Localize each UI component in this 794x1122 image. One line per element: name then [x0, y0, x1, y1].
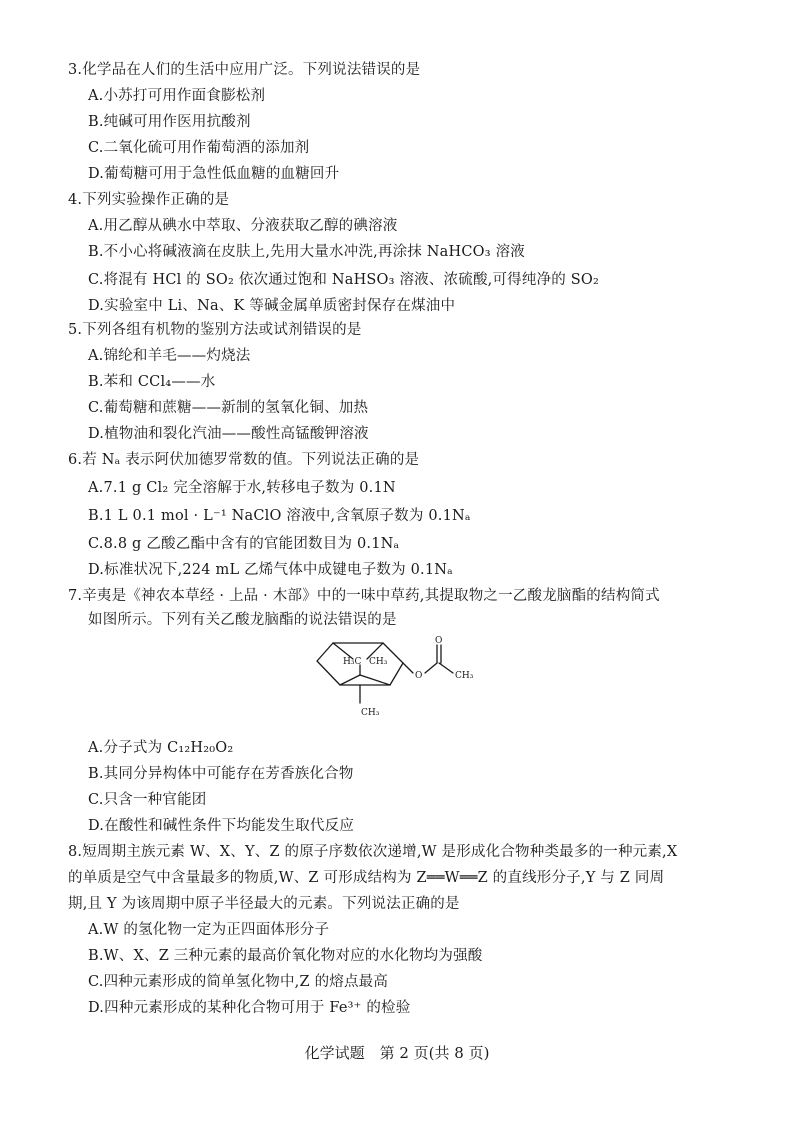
question-8-option-d: D.四种元素形成的某种化合物可用于 Fe³⁺ 的检验	[88, 1000, 411, 1016]
bond-c1-right	[360, 675, 390, 685]
bornyl-acetate-structure	[305, 633, 495, 728]
question-5-option-b: B.苯和 CCl₄——水	[88, 374, 216, 390]
question-3-option-a: A.小苏打可用作面食膨松剂	[88, 88, 266, 104]
bond-to-oxygen	[403, 663, 413, 673]
question-5-option-d: D.植物油和裂化汽油——酸性高锰酸钾溶液	[88, 426, 369, 442]
question-6-option-c: C.8.8 g 乙酸乙酯中含有的官能团数目为 0.1Nₐ	[88, 536, 400, 552]
label-o: O	[415, 671, 423, 681]
question-6-stem: 6.若 Nₐ 表示阿伏加德罗常数的值。下列说法正确的是	[68, 452, 420, 468]
question-7-option-a: A.分子式为 C₁₂H₂₀O₂	[88, 740, 234, 756]
bond-c1-left	[340, 675, 360, 685]
label-ch3-right: CH₃	[455, 671, 474, 681]
page-footer: 化学试题 第 2 页(共 8 页)	[304, 1044, 490, 1062]
question-8-stem-line-2: 的单质是空气中含量最多的物质,W、Z 可形成结构为 Z══W══Z 的直线形分子,Y 与 Z 同周	[68, 870, 665, 886]
label-ch3-top: CH₃	[369, 657, 388, 667]
question-5-option-a: A.锦纶和羊毛——灼烧法	[88, 348, 251, 364]
question-3-option-d: D.葡萄糖可用于急性低血糖的血糖回升	[88, 166, 340, 182]
question-3-stem: 3.化学品在人们的生活中应用广泛。下列说法错误的是	[68, 62, 421, 78]
question-3-option-b: B.纯碱可用作医用抗酸剂	[88, 114, 251, 130]
label-h3c: H₃C	[343, 657, 362, 667]
question-3-option-c: C.二氧化硫可用作葡萄酒的添加剂	[88, 140, 310, 156]
bond-to-methyl	[439, 663, 453, 673]
question-6-option-b: B.1 L 0.1 mol · L⁻¹ NaClO 溶液中,含氧原子数为 0.1Nₐ	[88, 508, 471, 524]
question-8-option-c: C.四种元素形成的简单氢化物中,Z 的熔点最高	[88, 974, 389, 990]
question-7-option-d: D.在酸性和碱性条件下均能发生取代反应	[88, 818, 355, 834]
question-4-option-a: A.用乙醇从碘水中萃取、分液获取乙醇的碘溶液	[88, 218, 398, 234]
label-ch3-bottom: CH₃	[361, 708, 380, 718]
question-7-option-b: B.其同分异构体中可能存在芳香族化合物	[88, 766, 354, 782]
question-4-option-b: B.不小心将碱液滴在皮肤上,先用大量水冲洗,再涂抹 NaHCO₃ 溶液	[88, 244, 525, 260]
question-5-stem: 5.下列各组有机物的鉴别方法或试剂错误的是	[68, 322, 362, 338]
question-4-stem: 4.下列实验操作正确的是	[68, 192, 230, 208]
question-8-option-b: B.W、X、Z 三种元素的最高价氧化物对应的水化物均为强酸	[88, 948, 483, 964]
question-6-option-d: D.标准状况下,224 mL 乙烯气体中成键电子数为 0.1Nₐ	[88, 562, 453, 578]
question-7-stem-line-2: 如图所示。下列有关乙酸龙脑酯的说法错误的是	[88, 612, 397, 628]
question-8-stem-line-1: 8.短周期主族元素 W、X、Y、Z 的原子序数依次递增,W 是形成化合物种类最多的一种元素,X	[68, 844, 678, 860]
question-4-option-d: D.实验室中 Li、Na、K 等碱金属单质密封保存在煤油中	[88, 298, 456, 314]
question-8-option-a: A.W 的氢化物一定为正四面体形分子	[88, 922, 330, 938]
label-o-double: O	[435, 636, 443, 646]
bond-o-carbonyl	[425, 663, 437, 673]
question-4-option-c: C.将混有 HCl 的 SO₂ 依次通过饱和 NaHSO₃ 溶液、浓硫酸,可得纯净的 SO₂	[88, 272, 600, 288]
question-8-stem-line-3: 期,且 Y 为该周期中原子半径最大的元素。下列说法正确的是	[68, 896, 460, 912]
question-7-option-c: C.只含一种官能团	[88, 792, 207, 808]
question-5-option-c: C.葡萄糖和蔗糖——新制的氢氧化铜、加热	[88, 400, 369, 416]
question-6-option-a: A.7.1 g Cl₂ 完全溶解于水,转移电子数为 0.1N	[88, 480, 396, 496]
question-7-stem-line-1: 7.辛夷是《神农本草经 · 上品 · 木部》中的一味中草药,其提取物之一乙酸龙脑酯的结构简式	[68, 588, 660, 604]
